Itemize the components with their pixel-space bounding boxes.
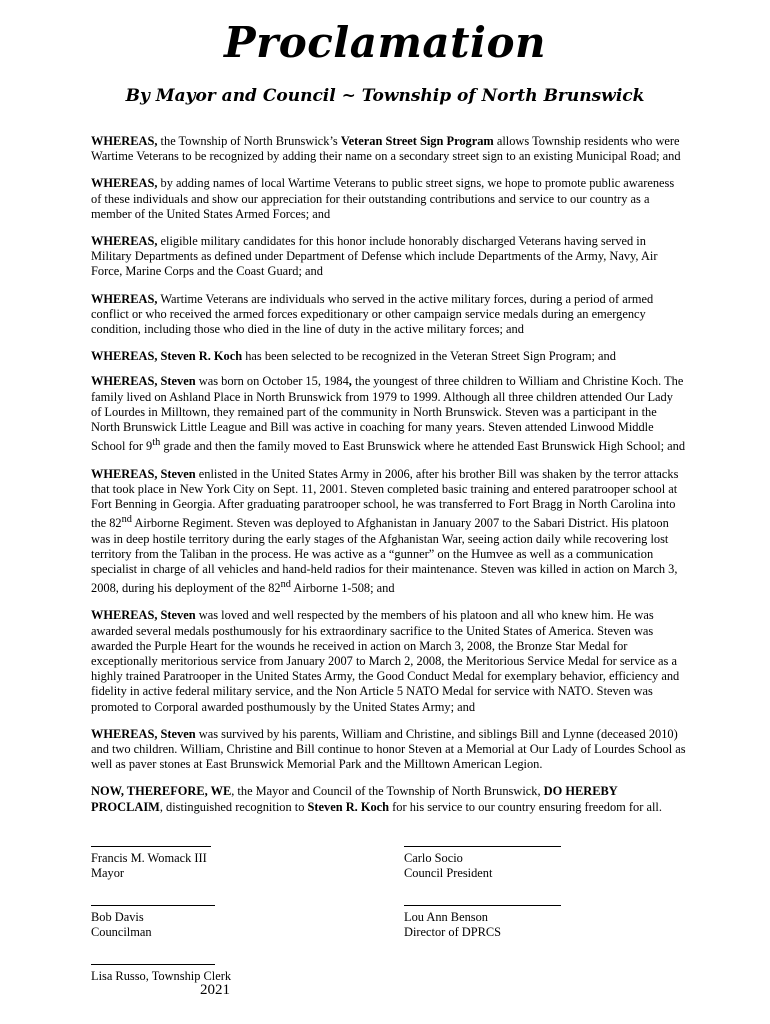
- whereas-paragraph-6: [91, 374, 686, 454]
- whereas-paragraph-1: [91, 134, 686, 164]
- whereas-lead: WHEREAS, Steven: [91, 608, 196, 623]
- signatory-name: Francis M. Womack III: [91, 851, 207, 865]
- signature-line: [91, 952, 215, 965]
- signature-block-council-president: [404, 834, 614, 882]
- signatory-title: Council President: [404, 866, 493, 881]
- whereas-lead: WHEREAS,: [91, 234, 158, 249]
- bold-comma: ,: [348, 374, 352, 389]
- signatory-name: Carlo Socio: [404, 851, 463, 865]
- signature-block-councilman: [91, 893, 301, 941]
- paragraph-text: Airborne Regiment. Steven was deployed to Afghanistan in January 2007 to the Sabari District. His platoon was in deep hostile territory during the early stages of the Afghanistan War, seeing action daily while recovering lost territory from the Taliban in the process. He was active as a “gunner” on the Humvee as well as a communication specialist in charge of all vehicles and hand-held radios for their maintenance. Steven was killed in action on March 3, 2008, during his deployment of the 82: [91, 516, 678, 596]
- paragraph-text: enlisted in the United States Army in 2006, after his brother Bill was shaken by the terror attacks that took place in New York City on Sept. 11, 2001. Steven completed basic training and entered paratrooper school at Fort Benning in Georgia. After graduating paratrooper school, he was transferred to Fort Bragg in North Carolina into the 82: [91, 466, 679, 531]
- whereas-paragraph-9: [91, 727, 686, 773]
- signature-line: [404, 893, 561, 906]
- paragraph-text: eligible military candidates for this honor include honorably discharged Veterans having served in Military Departments as defined under Department of Defense which include Departments of the Army, Navy, Air Force, Marine Corps and the Coast Guard; and: [91, 234, 658, 279]
- paragraph-text: Airborne 1-508; and: [290, 581, 395, 596]
- signatory-title: Councilman: [91, 925, 152, 940]
- signatory-name: Lisa Russo, Township Clerk: [91, 969, 232, 983]
- whereas-lead: WHEREAS, Steven: [91, 726, 196, 741]
- page-subtitle: By Mayor and Council ~ Township of North Brunswick: [125, 86, 645, 106]
- paragraph-text: , the Mayor and Council of the Township of North Brunswick,: [231, 784, 544, 799]
- whereas-lead: WHEREAS,: [91, 176, 158, 191]
- ordinal-suffix: nd: [280, 579, 291, 591]
- paragraph-text: the Township of North Brunswick’s: [157, 134, 341, 148]
- signatory-title: Director of DPRCS: [404, 925, 502, 940]
- paragraph-text: , distinguished recognition to: [159, 799, 308, 814]
- ordinal-suffix: nd: [121, 514, 132, 526]
- whereas-lead: WHEREAS,: [91, 134, 158, 148]
- resolution-lead: NOW, THEREFORE, WE: [91, 784, 232, 799]
- resolution-paragraph: [91, 784, 686, 814]
- document-year: 2021: [200, 982, 230, 998]
- signature-block-clerk: [91, 952, 311, 984]
- signatory-name: Bob Davis: [91, 910, 144, 924]
- whereas-lead: WHEREAS,: [91, 291, 158, 306]
- signature-line: [404, 834, 561, 847]
- honoree-name: Steven R. Koch: [307, 799, 390, 814]
- whereas-paragraph-3: [91, 234, 686, 280]
- ordinal-suffix: th: [152, 437, 161, 449]
- paragraph-text: was born on October 15, 1984: [195, 374, 349, 389]
- paragraph-text: for his service to our country ensuring freedom for all.: [389, 799, 662, 814]
- paragraph-text: was survived by his parents, William and Christine, and siblings Bill and Lynne (deceased 2010) and two children. William, Christine and Bill continue to honor Steven at a Memorial at Our Lady of Lourdes School as well as paver stones at East Brunswick Memorial Park and the Milltown American Legion.: [91, 726, 686, 772]
- signatory-name: Lou Ann Benson: [404, 910, 488, 924]
- proclamation-body: [91, 134, 686, 827]
- paragraph-text: grade and then the family moved to East Brunswick where he attended East Brunswick High School; and: [160, 439, 686, 454]
- paragraph-text: by adding names of local Wartime Veterans to public street signs, we hope to promote public awareness of these individuals and show our appreciation for their outstanding contributions and service to our country as a member of the United States Armed Forces; and: [91, 176, 675, 221]
- whereas-lead: WHEREAS, Steven R. Koch: [91, 349, 243, 364]
- paragraph-text: allows Township residents who were Wartime Veterans to be recognized by adding their name on a secondary street sign to an existing Municipal Road; and: [91, 134, 681, 164]
- signature-line: [91, 834, 211, 847]
- page-title: Proclamation: [223, 18, 547, 67]
- whereas-paragraph-8: [91, 608, 686, 714]
- whereas-lead: WHEREAS, Steven: [91, 466, 196, 481]
- whereas-paragraph-7: [91, 467, 686, 597]
- paragraph-text: the youngest of three children to William and Christine Koch. The family lived on Ashland Place in North Brunswick from 1979 to 1999. Although all three children attended Our Lady of Lourdes in Milltown, they remained part of the community in North Brunswick. Steven was a participant in the North Brunswick Little League and Bill was active in coaching for many years. Steven attended Linwood Middle School for 9: [91, 374, 684, 454]
- paragraph-text: was loved and well respected by the members of his platoon and all who knew him. He was awarded several medals posthumously for his extraordinary sacrifice to the United States of America. Steven was awarded the Purple Heart for the wounds he received in action on March 3, 2008, the Bronze Star Medal for exceptionally meritorious service from January 2007 to March 2, 2008, the Meritorious Service Medal for service as a highly trained Paratrooper in the United States Army, the Good Conduct Medal for exemplary behavior, efficiency and fidelity in active federal military service, and the Non Article 5 NATO Medal for service with NATO. Steven was promoted to Corporal awarded posthumously by the United States Army; and: [91, 608, 680, 714]
- signature-block-mayor: [91, 834, 301, 882]
- whereas-lead: WHEREAS, Steven: [91, 374, 196, 389]
- signatory-title: Mayor: [91, 866, 125, 881]
- signature-line: [91, 893, 215, 906]
- paragraph-text: has been selected to be recognized in the Veteran Street Sign Program; and: [242, 349, 616, 364]
- paragraph-text: Wartime Veterans are individuals who served in the active military forces, during a period of armed conflict or who received the armed forces expeditionary or other campaign service medals during an emergency condition, including those who died in the line of duty in the active military forces; and: [91, 291, 654, 337]
- proclaim-phrase: DO HEREBY PROCLAIM: [91, 784, 618, 814]
- whereas-paragraph-5: [91, 349, 686, 364]
- signature-block-director: [404, 893, 614, 941]
- program-name: Veteran Street Sign Program: [340, 134, 494, 148]
- whereas-paragraph-2: [91, 176, 686, 222]
- whereas-paragraph-4: [91, 292, 686, 338]
